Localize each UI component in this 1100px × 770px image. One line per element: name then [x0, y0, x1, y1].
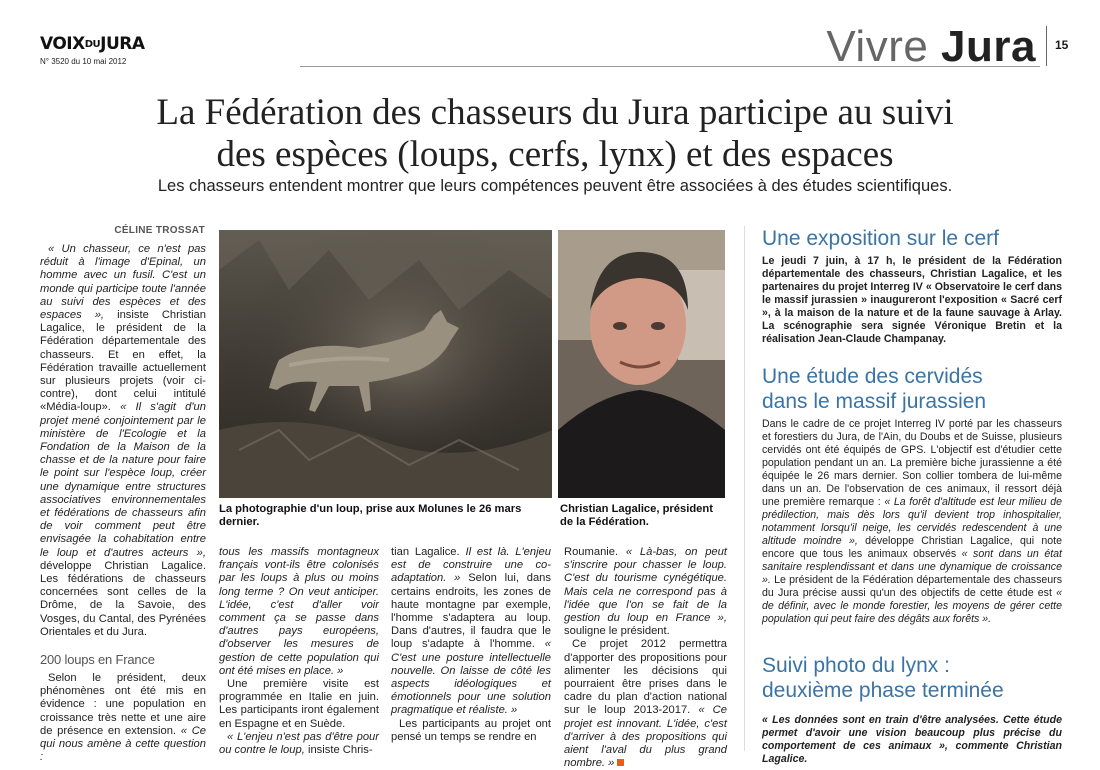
headline: [40, 92, 1070, 176]
portrait-caption: Christian Lagalice, président de la Fédération.: [560, 503, 713, 528]
sidebar-text-lynx: « Les données sont en train d'être analysées. Cette étude permet d'avoir une vision beaucoup plus précise du comportement de ces animaux », commente Christian Lagalice.: [762, 714, 1062, 765]
end-mark: [617, 759, 624, 766]
subheadline: Les chasseurs entendent montrer que leurs compétences peuvent être associées à des études scientifiques.: [157, 177, 953, 195]
article-column-2: tous les massifs montagneux français vont-ils être colonisés par les loups à plus ou moins long terme ? On veut anticiper. L'idée, c'est d'aller voir comment ça se passe dans d'autres pays européens, d'observer les mesures de gestion de cette population qui ont été mises en place. » Une première visite est programmée en Italie en juin. Les participants iront également en Espagne et en Suède. « L'enjeu n'est pas d'être pour ou contre le loup, insiste Chris-: [219, 546, 379, 757]
portrait-photo-image: [558, 230, 725, 498]
wolf-photo-caption: La photographie d'un loup, prise aux Molunes le 26 mars dernier.: [219, 503, 522, 528]
wolf-photo-image: [219, 230, 552, 498]
newspaper-logo: VOIXDUJURA: [40, 34, 145, 54]
page-number: 15: [1055, 38, 1069, 52]
column-divider: [744, 226, 745, 751]
sidebar-heading-lynx: Suivi photo du lynx : deuxième phase terminée: [762, 654, 1004, 702]
section-rubric: [826, 22, 1036, 72]
article-column-1: « Un chasseur, ce n'est pas réduit à l'image d'Epinal, un homme avec un fusil. C'est un monde qui participe toute l'année au suivi des espèces et des espaces », insiste Christian Lagalice, le président de la Fédération départementale des chasseurs. Et en effet, la Fédération travaille actuellement sur plusieurs projets (voir ci-contre), dont celui intitulé «Média-loup». « Il s'agit d'un projet mené conjointement par le ministère de l'Ecologie et la Fondation de la Maison de la chasse et de la nature pour faire le point sur l'espèce loup, créer une dynamique entre structures associatives environnementales et fédérations de chasseurs afin de voir comment peut être envisagée la cohabitation entre le loup et d'autres acteurs », développe Christian Lagalice. Les fédérations de chasseurs concernées sont celles de la Drôme, de la Savoie, des Vosges, du Cantal, des Pyrénées Orientales et du Jura.: [40, 243, 206, 638]
rubric-thin: Vivre: [826, 22, 929, 71]
sidebar-heading-exposition: Une exposition sur le cerf: [762, 227, 999, 250]
headline-line-1: La Fédération des chasseurs du Jura participe au suivi: [156, 92, 954, 133]
article-column-1-lower: Selon le président, deux phénomènes ont été mis en évidence : une population en croissance très nette et une aire de présence en extension. « Ce qui nous amène à cette question :: [40, 672, 207, 764]
sidebar-heading-etude: Une étude des cervidés dans le massif jurassien: [762, 365, 987, 413]
article-column-3: tian Lagalice. Il est là. L'enjeu est de construire une co-adaptation. » Selon lui, dans certains endroits, les zones de haute montagne par exemple, l'homme s'adaptera au loup. Dans d'autres, il faudra que le loup s'adapte à l'homme. « C'est une posture intellectuelle nouvelle. On laisse de côté les aspects idéologiques et émotionnels pour une solution pragmatique et réaliste. » Les participants au projet ont pensé un temps se rendre en: [391, 546, 552, 743]
sidebar-text-exposition: Le jeudi 7 juin, à 17 h, le président de la Fédération départementale des chasseurs, Christian Lagalice, et les partenaires du projet Interreg IV « Observatoire le cerf dans le massif jurassien » inaugureront l'exposition « Sacré cerf », à la maison de la nature et de la faune sauvage à Arlay. La scénographie sera signée Véronique Bretin et la réalisation Jean-Claude Champanay.: [762, 255, 1062, 345]
crosshead: 200 loups en France: [40, 652, 155, 667]
article-column-4: Roumanie. « Là-bas, on peut s'inscrire pour chasser le loup. C'est du tourisme cynégétique. Mais cela ne correspond pas à l'idée que l'on se fait de la gestion du loup en France », souligne le président. Ce projet 2012 permettra d'apporter des propositions pour alimenter les décisions qui pourraient être prises dans le cadre du plan d'action national sur le loup 2013-2017. « Ce projet est innovant. L'idée, c'est d'arriver à des propositions qui aient l'aval du plus grand nombre. »: [564, 546, 727, 770]
wolf-photo: [219, 230, 552, 498]
headline-line-2: des espèces (loups, cerfs, lynx) et des espaces: [216, 134, 894, 175]
rubric-bold: Jura: [941, 22, 1036, 71]
sidebar-text-etude: Dans le cadre de ce projet Interreg IV porté par les chasseurs et forestiers du Jura, de l'Ain, du Doubs et de Suisse, plusieurs cervidés ont été équipés de GPS. L'objectif est d'étudier cette population pendant un an. La première biche jurassienne a été équipée le 26 mars dernier. Son collier tombera de lui-même dans un an. De l'observation de ces animaux, il ressort déjà une première remarque : « La forêt d'altitude est leur milieu de prédilection, mais dès lors qu'il devient trop inhospitalier, notamment lorsqu'il neige, les cervidés redescendent à une altitude moindre », développe Christian Lagalice, qui note encore que tous les animaux observés « sont dans un état sanitaire resplendissant et dans une dynamique de croissance ». Le président de la Fédération départementale des chasseurs du Jura précise aussi qu'un des objectifs de cette étude est « de définir, avec le monde forestier, les moyens de gérer cette population qui peut faire des dégâts aux forêts ».: [762, 418, 1063, 625]
portrait-photo: [558, 230, 725, 498]
byline: CÉLINE TROSSAT: [114, 225, 205, 236]
rubric-separator: [1046, 26, 1047, 66]
issue-info: N° 3520 du 10 mai 2012: [40, 57, 127, 66]
